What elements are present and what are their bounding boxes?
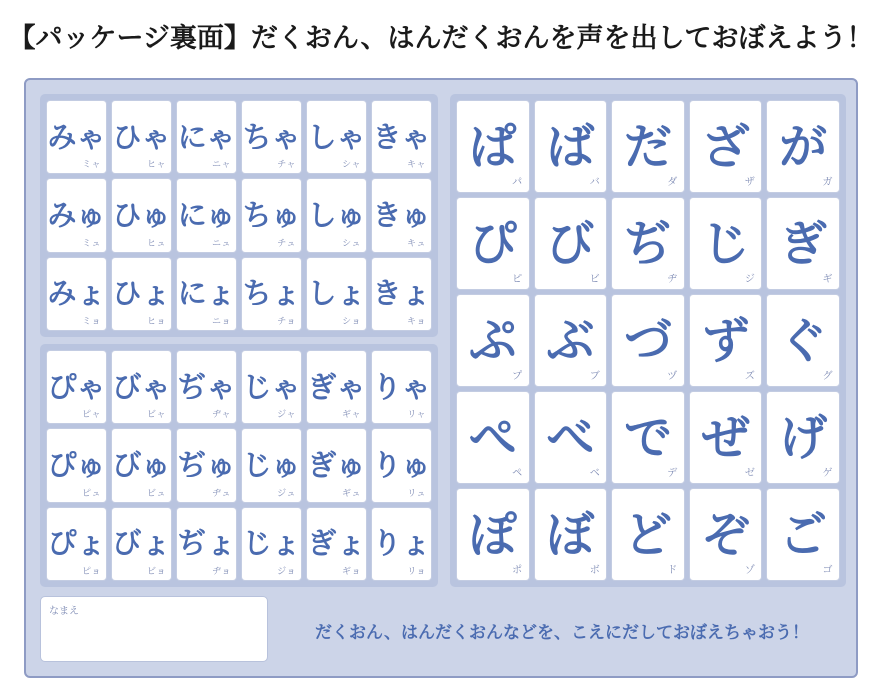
kana-character: じ — [701, 215, 750, 272]
kana-character: ぢゅ — [177, 447, 236, 482]
katakana-reading: ボ — [589, 565, 601, 576]
kana-card[interactable] — [306, 350, 367, 424]
kana-card[interactable] — [241, 428, 302, 502]
kana-card[interactable] — [371, 428, 432, 502]
kana-card[interactable] — [689, 100, 763, 193]
kana-character: ぴゃ — [47, 369, 106, 404]
kana-character: ぶ — [546, 312, 595, 369]
kana-card[interactable] — [306, 178, 367, 252]
kana-character: ちゃ — [242, 119, 301, 154]
kana-character: りゃ — [372, 369, 431, 404]
katakana-reading: ショ — [342, 317, 361, 327]
kana-card[interactable] — [766, 100, 840, 193]
kana-character: ぷ — [468, 312, 517, 369]
kana-character: ぎゃ — [307, 369, 366, 404]
kana-card[interactable] — [241, 350, 302, 424]
kana-character: りょ — [372, 526, 431, 561]
kana-card[interactable] — [306, 428, 367, 502]
kana-character: ぱ — [468, 118, 517, 175]
katakana-reading: ニャ — [211, 160, 231, 171]
katakana-reading: ゾ — [744, 565, 756, 576]
kana-character: びゅ — [112, 447, 171, 482]
katakana-reading: ニュ — [211, 238, 231, 249]
katakana-reading: ペ — [512, 468, 523, 479]
kana-card[interactable] — [766, 197, 840, 290]
katakana-reading: ピ — [512, 274, 523, 285]
kana-card[interactable] — [456, 100, 530, 193]
katakana-reading: グ — [822, 371, 833, 382]
kana-character: ば — [546, 118, 595, 175]
kana-card[interactable] — [241, 257, 302, 331]
kana-card[interactable] — [689, 391, 763, 484]
katakana-reading: ヂ — [667, 274, 678, 285]
katakana-reading: パ — [512, 177, 523, 188]
kana-character: ぺ — [468, 409, 517, 466]
katakana-reading: ジャ — [277, 410, 296, 421]
katakana-reading: ピャ — [81, 410, 101, 421]
name-field-label: なまえ — [49, 606, 79, 617]
katakana-reading: ジョ — [277, 567, 296, 577]
kana-card[interactable] — [534, 488, 608, 581]
kana-card[interactable] — [111, 100, 172, 174]
kana-character: げ — [779, 409, 828, 466]
katakana-reading: ゼ — [744, 468, 756, 479]
youon-bottom-grid — [40, 344, 438, 587]
kana-card[interactable] — [176, 178, 237, 252]
kana-character: だ — [623, 118, 672, 175]
kana-character: ひょ — [112, 276, 171, 311]
katakana-reading: ダ — [667, 177, 678, 188]
kana-card[interactable] — [176, 100, 237, 174]
kana-character: みょ — [47, 276, 106, 311]
kana-card[interactable] — [689, 488, 763, 581]
katakana-reading: ギュ — [341, 488, 361, 499]
kana-card[interactable] — [534, 294, 608, 387]
kana-character: ぢょ — [177, 526, 236, 561]
kana-card[interactable] — [111, 257, 172, 331]
katakana-reading: シュ — [342, 238, 361, 249]
katakana-reading: キャ — [406, 160, 426, 171]
kana-card[interactable] — [241, 178, 302, 252]
kana-card[interactable] — [111, 178, 172, 252]
kana-character: ぴょ — [47, 526, 106, 561]
kana-card[interactable] — [241, 100, 302, 174]
katakana-reading: ブ — [589, 371, 601, 382]
katakana-reading: ギ — [822, 274, 833, 285]
kana-character: ぢ — [623, 215, 672, 272]
katakana-reading: ヒュ — [146, 238, 166, 249]
kana-card[interactable] — [241, 507, 302, 581]
kana-card[interactable] — [46, 507, 107, 581]
kana-card[interactable] — [456, 488, 530, 581]
kana-card[interactable] — [176, 507, 237, 581]
kana-character: ぼ — [546, 506, 595, 563]
kana-card[interactable] — [766, 294, 840, 387]
katakana-reading: リョ — [407, 567, 426, 577]
katakana-reading: ピュ — [81, 488, 101, 499]
kana-character: きゃ — [372, 119, 431, 154]
kana-card[interactable] — [46, 178, 107, 252]
kana-card[interactable] — [371, 178, 432, 252]
katakana-reading: ジュ — [277, 488, 296, 499]
kana-character: しょ — [307, 276, 366, 311]
kana-card[interactable] — [456, 294, 530, 387]
kana-character: ひゅ — [112, 197, 171, 232]
kana-character: じゃ — [242, 369, 301, 404]
katakana-reading: ミャ — [82, 160, 101, 171]
kana-character: びょ — [112, 526, 171, 561]
katakana-reading: ニョ — [211, 317, 231, 327]
katakana-reading: キュ — [406, 238, 426, 249]
katakana-reading: ギャ — [341, 410, 361, 421]
kana-character: にゃ — [177, 119, 236, 154]
kana-character: ちゅ — [242, 197, 301, 232]
kana-character: ちょ — [242, 276, 301, 311]
katakana-reading: ヂャ — [212, 410, 231, 421]
footer-message: だくおん、はんだくおんなどを、こえにだしておぼえちゃおう！ — [314, 623, 810, 643]
katakana-reading: ヅ — [667, 371, 678, 382]
kana-character: ざ — [701, 118, 750, 175]
kana-card[interactable] — [46, 428, 107, 502]
kana-card[interactable] — [176, 350, 237, 424]
kana-card[interactable] — [611, 100, 685, 193]
kana-card[interactable] — [371, 100, 432, 174]
kana-card[interactable] — [611, 294, 685, 387]
kana-card[interactable] — [371, 350, 432, 424]
kana-card[interactable] — [176, 257, 237, 331]
katakana-reading: バ — [589, 177, 601, 188]
kana-character: みゅ — [47, 197, 106, 232]
katakana-reading: ミョ — [82, 317, 101, 327]
kana-character: ひゃ — [112, 119, 171, 154]
kana-character: ぎょ — [307, 526, 366, 561]
katakana-reading: ゲ — [822, 468, 833, 479]
katakana-reading: ミュ — [82, 238, 101, 249]
kana-character: しゃ — [307, 119, 366, 154]
dakuon-grid — [450, 94, 846, 587]
kana-card[interactable] — [111, 350, 172, 424]
kana-character: にょ — [177, 276, 236, 311]
kana-card[interactable] — [176, 428, 237, 502]
katakana-reading: ポ — [512, 565, 523, 576]
kana-character: じゅ — [242, 447, 301, 482]
kana-character: じょ — [242, 526, 301, 561]
kana-card[interactable] — [46, 350, 107, 424]
kana-character: しゅ — [307, 197, 366, 232]
kana-card[interactable] — [456, 197, 530, 290]
katakana-reading: ヂョ — [212, 567, 231, 577]
kana-character: ぴ — [468, 215, 517, 272]
kana-card[interactable] — [456, 391, 530, 484]
katakana-reading: ピョ — [81, 567, 101, 577]
kana-card[interactable] — [611, 391, 685, 484]
katakana-reading: リャ — [407, 410, 426, 421]
kana-character: きょ — [372, 276, 431, 311]
kana-character: が — [779, 118, 828, 175]
kana-card[interactable] — [371, 507, 432, 581]
kana-character: ぞ — [701, 506, 750, 563]
kana-card[interactable] — [371, 257, 432, 331]
kana-character: ぽ — [468, 506, 517, 563]
katakana-reading: チャ — [277, 160, 296, 171]
katakana-reading: ヒャ — [146, 160, 166, 171]
katakana-reading: ビュ — [146, 488, 166, 499]
kana-character: ぎゅ — [307, 447, 366, 482]
katakana-reading: ガ — [822, 177, 833, 188]
kana-character: ず — [701, 312, 750, 369]
kana-card[interactable] — [306, 100, 367, 174]
kana-card[interactable] — [534, 391, 608, 484]
kana-card[interactable] — [689, 197, 763, 290]
kana-card[interactable] — [111, 428, 172, 502]
kana-board — [24, 78, 858, 678]
kana-character: ぎ — [779, 215, 828, 272]
katakana-reading: ザ — [744, 177, 756, 188]
kana-character: べ — [546, 409, 595, 466]
kana-character: にゅ — [177, 197, 236, 232]
kana-character: りゅ — [372, 447, 431, 482]
katakana-reading: シャ — [342, 160, 361, 171]
kana-card[interactable] — [306, 257, 367, 331]
kana-character: びゃ — [112, 369, 171, 404]
katakana-reading: リュ — [407, 488, 426, 499]
kana-character: づ — [623, 312, 672, 369]
kana-card[interactable] — [111, 507, 172, 581]
katakana-reading: ギョ — [341, 567, 361, 577]
kana-card[interactable] — [306, 507, 367, 581]
katakana-reading: デ — [667, 468, 678, 479]
kana-card[interactable] — [534, 100, 608, 193]
katakana-reading: チョ — [277, 317, 296, 327]
kana-character: で — [623, 409, 672, 466]
kana-card[interactable] — [46, 257, 107, 331]
katakana-reading: ヂュ — [212, 488, 231, 499]
katakana-reading: ジ — [744, 274, 756, 285]
kana-character: ど — [623, 506, 672, 563]
katakana-reading: ゴ — [822, 565, 833, 576]
kana-character: ぴゅ — [47, 447, 106, 482]
kana-card[interactable] — [611, 488, 685, 581]
kana-character: ぢゃ — [177, 369, 236, 404]
page-title: 【パッケージ裏面】だくおん、はんだくおんを声を出しておぼえよう！ — [8, 23, 874, 54]
katakana-reading: キョ — [406, 317, 426, 327]
youon-top-grid — [40, 94, 438, 337]
kana-character: ぐ — [779, 312, 828, 369]
kana-card[interactable] — [689, 294, 763, 387]
kana-character: ぜ — [701, 409, 750, 466]
katakana-reading: プ — [512, 371, 523, 382]
katakana-reading: ビョ — [146, 567, 166, 577]
katakana-reading: ズ — [744, 371, 756, 382]
katakana-reading: ビャ — [146, 410, 166, 421]
kana-card[interactable] — [46, 100, 107, 174]
kana-card[interactable] — [611, 197, 685, 290]
kana-character: ご — [779, 506, 828, 563]
katakana-reading: ベ — [589, 468, 601, 479]
katakana-reading: チュ — [277, 238, 296, 249]
katakana-reading: ド — [667, 565, 678, 576]
kana-card[interactable] — [766, 391, 840, 484]
name-field[interactable] — [40, 596, 268, 662]
kana-card[interactable] — [534, 197, 608, 290]
kana-character: みゃ — [47, 119, 106, 154]
kana-character: きゅ — [372, 197, 431, 232]
katakana-reading: ヒョ — [146, 317, 166, 327]
kana-character: び — [546, 215, 595, 272]
katakana-reading: ビ — [589, 274, 601, 285]
kana-card[interactable] — [766, 488, 840, 581]
